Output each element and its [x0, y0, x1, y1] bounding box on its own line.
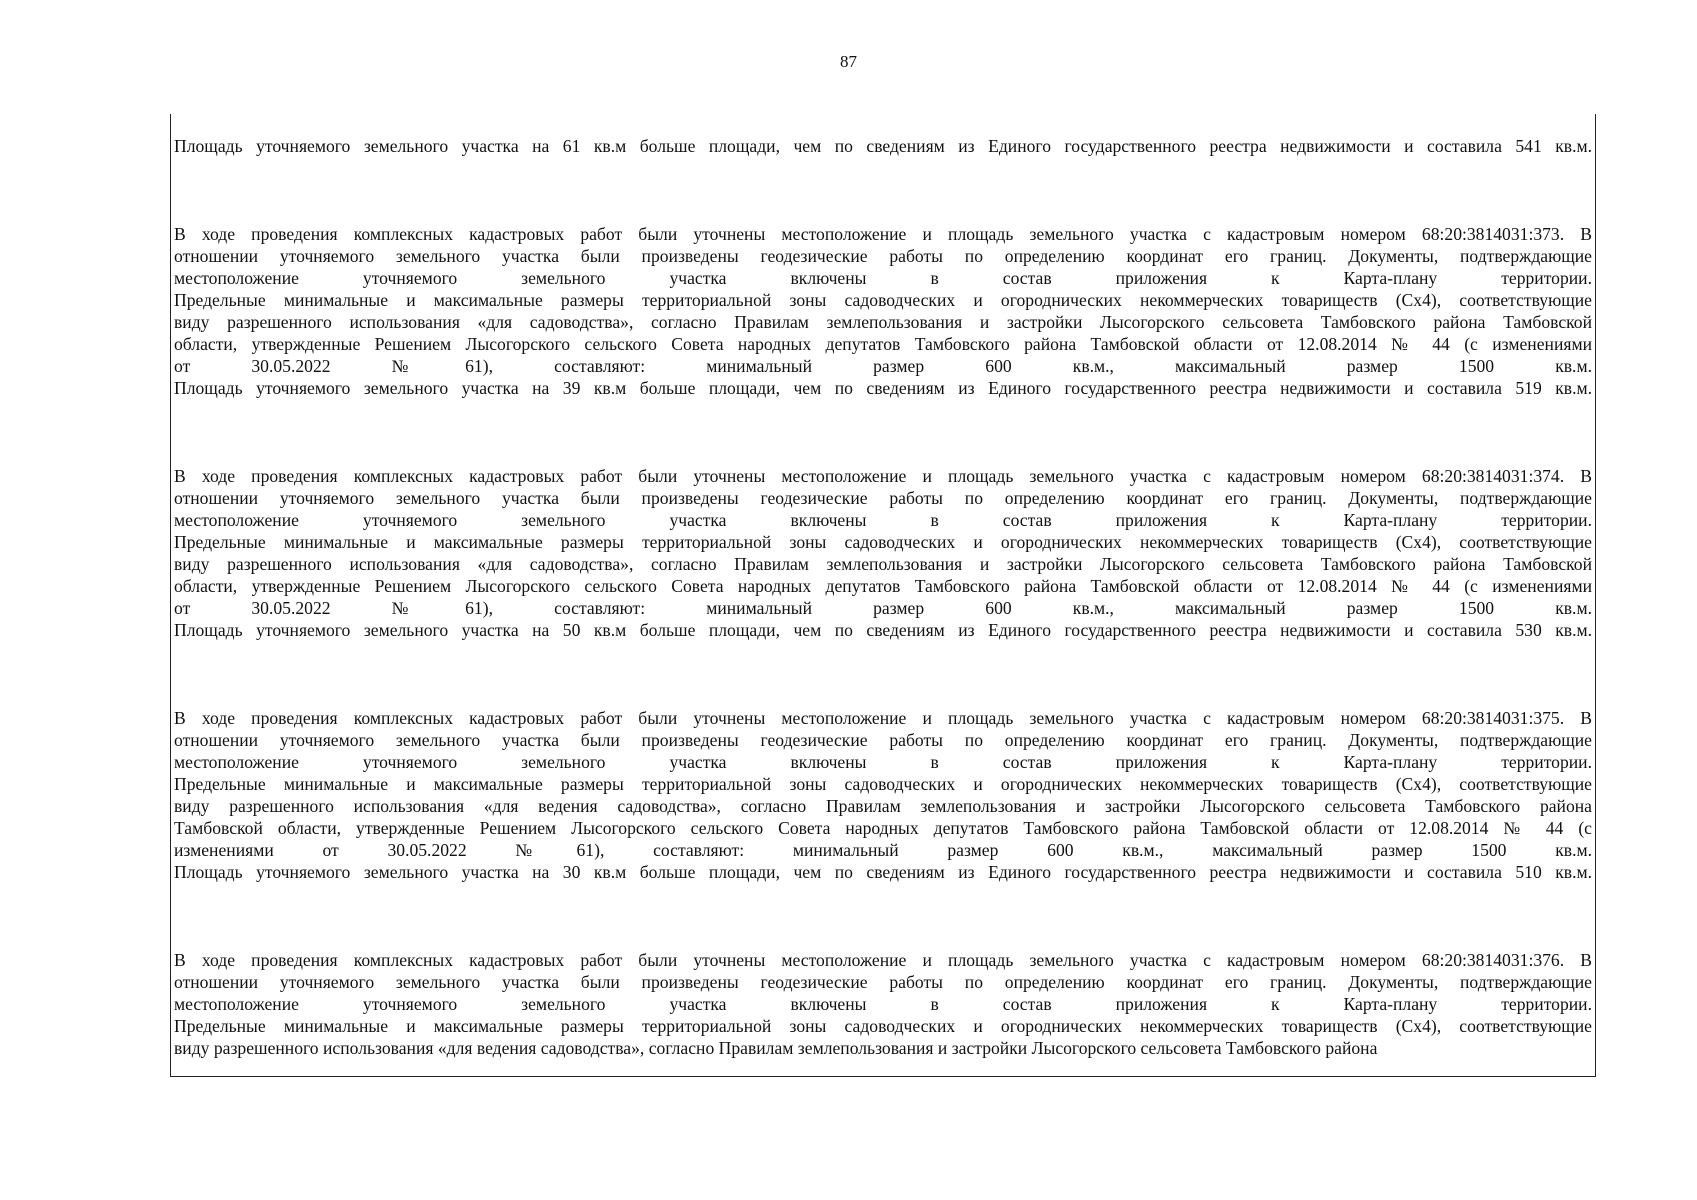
text-line: В ходе проведения комплексных кадастровых работ были уточнены местоположение и площадь земельного участка с кадастровым номером 68:20:3814031:373. В	[174, 224, 1592, 244]
document-frame	[170, 114, 1596, 1077]
text-line: отношении уточняемого земельного участка были произведены геодезические работы по определению координат его границ. Документы, подтверждающие	[174, 246, 1592, 266]
text-line: местоположение уточняемого земельного участка включены в состав приложения к Карта-плану территории.	[174, 994, 1592, 1014]
text-line: виду разрешенного использования «для садоводства», согласно Правилам землепользования и застройки Лысогорского сельсовета Тамбовского района Тамбовской	[174, 312, 1592, 332]
parcel-block-376	[174, 949, 1592, 1059]
text-line: местоположение уточняемого земельного участка включены в состав приложения к Карта-плану территории.	[174, 510, 1592, 530]
area-summary-line: Площадь уточняемого земельного участка на 39 кв.м больше площади, чем по сведениям из Единого государственного реестра недвижимости и составила 519 кв.м.	[174, 378, 1592, 398]
text-line: отношении уточняемого земельного участка были произведены геодезические работы по определению координат его границ. Документы, подтверждающие	[174, 972, 1592, 992]
text-line: В ходе проведения комплексных кадастровых работ были уточнены местоположение и площадь земельного участка с кадастровым номером 68:20:3814031:374. В	[174, 466, 1592, 486]
text-line: Тамбовской области, утвержденные Решением Лысогорского сельского Совета народных депутатов Тамбовского района Тамбовской области от 12.08.2014 № 44 (с	[174, 818, 1592, 838]
page-number: 87	[840, 52, 857, 71]
text-line: отношении уточняемого земельного участка были произведены геодезические работы по определению координат его границ. Документы, подтверждающие	[174, 730, 1592, 750]
parcel-block-373	[174, 223, 1592, 399]
parcel-block-374	[174, 465, 1592, 641]
parcel-block-375	[174, 707, 1592, 883]
text-line: местоположение уточняемого земельного участка включены в состав приложения к Карта-плану территории.	[174, 752, 1592, 772]
text-line: изменениями от 30.05.2022 №61), составляют: минимальный размер 600 кв.м., максимальный размер 1500 кв.м.	[174, 840, 1592, 860]
text-line: Предельные минимальные и максимальные размеры территориальной зоны садоводческих и огороднических некоммерческих товариществ (Сх4), соответствующие	[174, 774, 1592, 794]
text-line: от 30.05.2022 №61), составляют: минимальный размер 600 кв.м., максимальный размер 1500 кв.м.	[174, 598, 1592, 618]
text-line: от 30.05.2022 №61), составляют: минимальный размер 600 кв.м., максимальный размер 1500 кв.м.	[174, 356, 1592, 376]
area-summary-line: Площадь уточняемого земельного участка на 50 кв.м больше площади, чем по сведениям из Единого государственного реестра недвижимости и составила 530 кв.м.	[174, 620, 1592, 640]
text-line: области, утвержденные Решением Лысогорского сельского Совета народных депутатов Тамбовского района Тамбовской области от 12.08.2014 № 44 (с изменениями	[174, 334, 1592, 354]
text-line: Предельные минимальные и максимальные размеры территориальной зоны садоводческих и огороднических некоммерческих товариществ (Сх4), соответствующие	[174, 532, 1592, 552]
text-line: отношении уточняемого земельного участка были произведены геодезические работы по определению координат его границ. Документы, подтверждающие	[174, 488, 1592, 508]
intro-line: Площадь уточняемого земельного участка на 61 кв.м больше площади, чем по сведениям из Единого государственного реестра недвижимости и составила 541 кв.м.	[174, 136, 1592, 156]
text-line: Предельные минимальные и максимальные размеры территориальной зоны садоводческих и огороднических некоммерческих товариществ (Сх4), соответствующие	[174, 1016, 1592, 1036]
document-content	[174, 114, 1592, 1059]
text-line: виду разрешенного использования «для ведения садоводства», согласно Правилам землепользования и застройки Лысогорского сельсовета Тамбовского района	[174, 796, 1592, 816]
text-line: Предельные минимальные и максимальные размеры территориальной зоны садоводческих и огороднических некоммерческих товариществ (Сх4), соответствующие	[174, 290, 1592, 310]
text-line: виду разрешенного использования «для садоводства», согласно Правилам землепользования и застройки Лысогорского сельсовета Тамбовского района Тамбовской	[174, 554, 1592, 574]
text-line: местоположение уточняемого земельного участка включены в состав приложения к Карта-плану территории.	[174, 268, 1592, 288]
text-line: В ходе проведения комплексных кадастровых работ были уточнены местоположение и площадь земельного участка с кадастровым номером 68:20:3814031:375. В	[174, 708, 1592, 728]
text-line: области, утвержденные Решением Лысогорского сельского Совета народных депутатов Тамбовского района Тамбовской области от 12.08.2014 № 44 (с изменениями	[174, 576, 1592, 596]
text-line: В ходе проведения комплексных кадастровых работ были уточнены местоположение и площадь земельного участка с кадастровым номером 68:20:3814031:376. В	[174, 950, 1592, 970]
text-line: виду разрешенного использования «для ведения садоводства», согласно Правилам землепользования и застройки Лысогорского сельсовета Тамбовского района	[174, 1038, 1378, 1058]
area-summary-line: Площадь уточняемого земельного участка на 30 кв.м больше площади, чем по сведениям из Единого государственного реестра недвижимости и составила 510 кв.м.	[174, 862, 1592, 882]
